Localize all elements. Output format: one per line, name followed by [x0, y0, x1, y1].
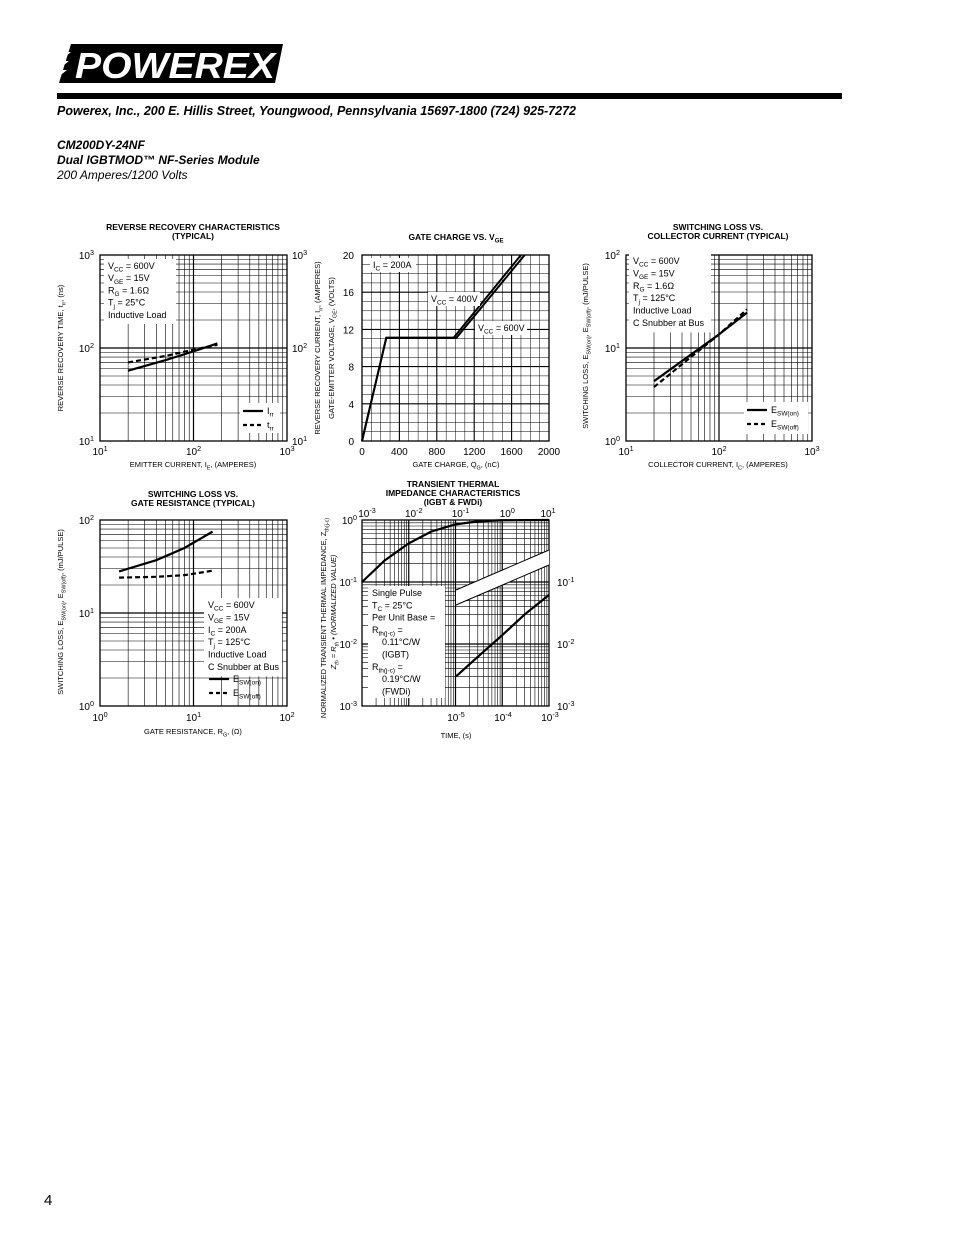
reverse-recovery-chart [56, 222, 324, 471]
chart-title: (IGBT & FWDi) [423, 497, 483, 507]
condition-text: $T_C = 25^\circ C$ [372, 600, 413, 613]
x-axis-label: TIME, (s) [440, 731, 472, 740]
chart-title: (TYPICAL) [171, 231, 215, 241]
y-tick-label: $10^1$ [78, 434, 94, 448]
chart-title: SWITCHING LOSS VS. [147, 489, 239, 499]
x-top-tick-label: $10^0$ [499, 506, 515, 520]
x-tick-label: $10^2$ [185, 444, 202, 458]
y-axis-label: NORMALIZED TRANSIENT THERMAL IMPEDANCE, $Z_{th(j-c)}$ [319, 517, 331, 719]
y-tick-label: 8 [348, 362, 354, 374]
y-tick-label: 12 [342, 325, 354, 337]
chart-title: GATE RESISTANCE (TYPICAL) [131, 498, 255, 508]
x-top-tick-label: $10^{-1}$ [451, 506, 470, 520]
y-right-tick-label: $10^{-2}$ [557, 637, 575, 651]
condition-text: (IGBT) [382, 649, 409, 660]
switching-loss-ic-chart [581, 222, 820, 471]
y-tick-label: $10^0$ [604, 434, 620, 448]
y-tick-label: $10^{-1}$ [339, 575, 357, 589]
x-tick-label: 400 [391, 447, 408, 458]
y-axis-label-2: $Z_{th} = R_{th}$ • (NORMALIZED VALUE) [329, 554, 341, 670]
condition-text: Per Unit Base = [372, 612, 436, 623]
y-tick-label: $10^2$ [78, 513, 94, 527]
condition-text: $R_{th(j-c)}$ = [372, 661, 403, 675]
y-right-tick-label: $10^2$ [292, 341, 308, 355]
chart-title: COLLECTOR CURRENT (TYPICAL) [647, 231, 789, 241]
condition-text: $V_{CC} = 600V$ [108, 261, 155, 274]
x-tick-label: $10^3$ [279, 444, 295, 458]
page-number: 4 [44, 1192, 53, 1209]
y-tick-label: $10^3$ [78, 248, 94, 262]
x-tick-label: $10^2$ [711, 444, 727, 458]
condition-text: 0.11°C/W [382, 637, 420, 648]
chart-title: TRANSIENT THERMAL [406, 479, 500, 489]
y-tick-label: $10^2$ [78, 341, 94, 355]
x-bottom-tick-label: $10^{-3}$ [541, 710, 559, 724]
chart-title: REVERSE RECOVERY CHARACTERISTICS [106, 222, 280, 232]
y-right-tick-label: $10^{-3}$ [557, 699, 575, 713]
condition-text: Inductive Load [208, 649, 267, 660]
y-axis-label: GATE-EMITTER VOLTAGE, $V_{GE}$, (VOLTS) [327, 277, 339, 419]
x-bottom-tick-label: $10^{-5}$ [447, 710, 465, 724]
y-axis-label: REVERSE RECOVERY TIME, $t_{rr}$, (ns) [56, 284, 68, 412]
x-tick-label: 800 [428, 447, 446, 458]
condition-text: C Snubber at Bus [633, 318, 705, 328]
x-top-tick-label: $10^{-3}$ [358, 506, 376, 520]
gate-charge-chart [327, 232, 561, 471]
series-line [119, 571, 213, 578]
condition-text: $R_G = 1.6\Omega$ [633, 280, 675, 294]
y-tick-label: 20 [342, 251, 354, 262]
x-tick-label: 1600 [500, 447, 523, 458]
condition-text: $V_{CC} = 600V$ [633, 256, 680, 269]
x-tick-label: $10^1$ [92, 444, 108, 458]
x-tick-label: $10^1$ [185, 710, 202, 724]
logo-text: POWEREX [75, 45, 278, 86]
x-tick-label: 2000 [537, 447, 561, 458]
chart-title: IMPEDANCE CHARACTERISTICS [385, 488, 521, 498]
y-right-tick-label: $10^1$ [292, 434, 308, 448]
condition-text: (FWDi) [382, 686, 411, 697]
condition-text: $T_j = 125^\circ C$ [208, 637, 251, 650]
y-axis-label: SWITCHING LOSS, $E_{SW(on)}$, $E_{SW(off)}$, (mJ/PULSE) [56, 529, 68, 695]
y-tick-label: $10^{-3}$ [339, 699, 357, 713]
x-tick-label: $10^3$ [804, 444, 820, 458]
condition-text: $V_{GE} = 15V$ [108, 273, 150, 286]
series-annotation: $V_{CC} = 400V$ [431, 294, 478, 307]
condition-text: $R_G = 1.6\Omega$ [108, 285, 150, 299]
y-right-tick-label: $10^{-1}$ [557, 575, 575, 589]
x-axis-label: EMITTER CURRENT, $I_E$, (AMPERES) [129, 460, 257, 472]
x-tick-label: $10^1$ [618, 444, 634, 458]
x-bottom-tick-label: $10^{-4}$ [494, 710, 512, 724]
y-tick-label: 0 [348, 437, 354, 448]
x-tick-label: 0 [359, 447, 365, 458]
y-tick-label: $10^1$ [78, 606, 94, 620]
legend-label: $t_{rr}$ [267, 420, 274, 433]
x-tick-label: $10^2$ [279, 710, 295, 724]
condition-text: Inductive Load [108, 309, 167, 320]
y-axis-label: SWITCHING LOSS, $E_{SW(on)}$, $E_{SW(off)}$, (mJ/PULSE) [581, 263, 593, 429]
y-tick-label: $10^1$ [604, 341, 620, 355]
legend-label: $E_{SW(on)}$ [233, 674, 261, 687]
condition-text: $I_C = 200A$ [373, 260, 412, 273]
condition-text: 0.19°C/W [382, 674, 421, 685]
condition-text: $V_{CC} = 600V$ [208, 600, 255, 613]
condition-text: Single Pulse [372, 588, 423, 598]
x-axis-label: COLLECTOR CURRENT, $I_C$, (AMPERES) [648, 460, 788, 472]
y-tick-label: 16 [342, 288, 354, 300]
x-tick-label: $10^0$ [92, 710, 108, 724]
condition-text: $V_{GE} = 15V$ [633, 268, 675, 282]
part-number: CM200DY-24NF [57, 138, 145, 152]
series-line [119, 532, 213, 572]
y-tick-label: $10^0$ [341, 513, 357, 527]
chart-title: SWITCHING LOSS VS. [672, 222, 764, 232]
y-right-axis-label: REVERSE RECOVERY CURRENT, $I_{rr}$, (AMPERES) [313, 261, 325, 435]
condition-text: $T_j = 125^\circ C$ [633, 293, 676, 306]
product-description: Dual IGBTMOD™ NF-Series Module [57, 153, 260, 167]
y-tick-label: $10^2$ [604, 248, 620, 262]
switching-loss-rg-chart [56, 489, 295, 738]
x-axis-label: GATE CHARGE, $Q_G$, (nC) [412, 460, 500, 472]
legend-label: $E_{SW(off)}$ [233, 688, 261, 701]
x-top-tick-label: $10^{-2}$ [404, 506, 423, 520]
legend-label: $I_{rr}$ [267, 406, 274, 419]
series-annotation: $V_{CC} = 600V$ [478, 323, 525, 336]
x-axis-label: GATE RESISTANCE, $R_G$, (Ω) [144, 727, 242, 739]
y-tick-label: $10^0$ [78, 699, 94, 713]
y-tick-label: 4 [348, 399, 354, 411]
y-tick-label: $10^{-2}$ [339, 637, 357, 651]
company-address: Powerex, Inc., 200 E. Hillis Street, Youngwood, Pennsylvania 15697-1800 (724) 925-7272 [57, 104, 576, 118]
legend-box [240, 403, 280, 433]
legend-label: $E_{SW(off)}$ [771, 419, 799, 432]
chart-title: GATE CHARGE VS. $V_{GE}$ [408, 232, 504, 245]
y-right-tick-label: $10^3$ [292, 248, 308, 262]
condition-text: $R_{th(j-c)}$ = [372, 624, 403, 638]
condition-text: $T_j = 25^\circ C$ [108, 297, 146, 311]
x-top-tick-label: $10^1$ [540, 506, 556, 520]
transient-thermal-chart [319, 479, 575, 740]
condition-text: C Snubber at Bus [208, 662, 280, 672]
condition-text: Inductive Load [633, 305, 692, 316]
condition-text: $I_C = 200A$ [208, 624, 247, 638]
legend-label: $E_{SW(on)}$ [771, 405, 799, 418]
product-rating: 200 Amperes/1200 Volts [57, 168, 188, 182]
condition-text: $V_{GE} = 15V$ [208, 612, 250, 626]
x-tick-label: 1200 [463, 447, 486, 458]
